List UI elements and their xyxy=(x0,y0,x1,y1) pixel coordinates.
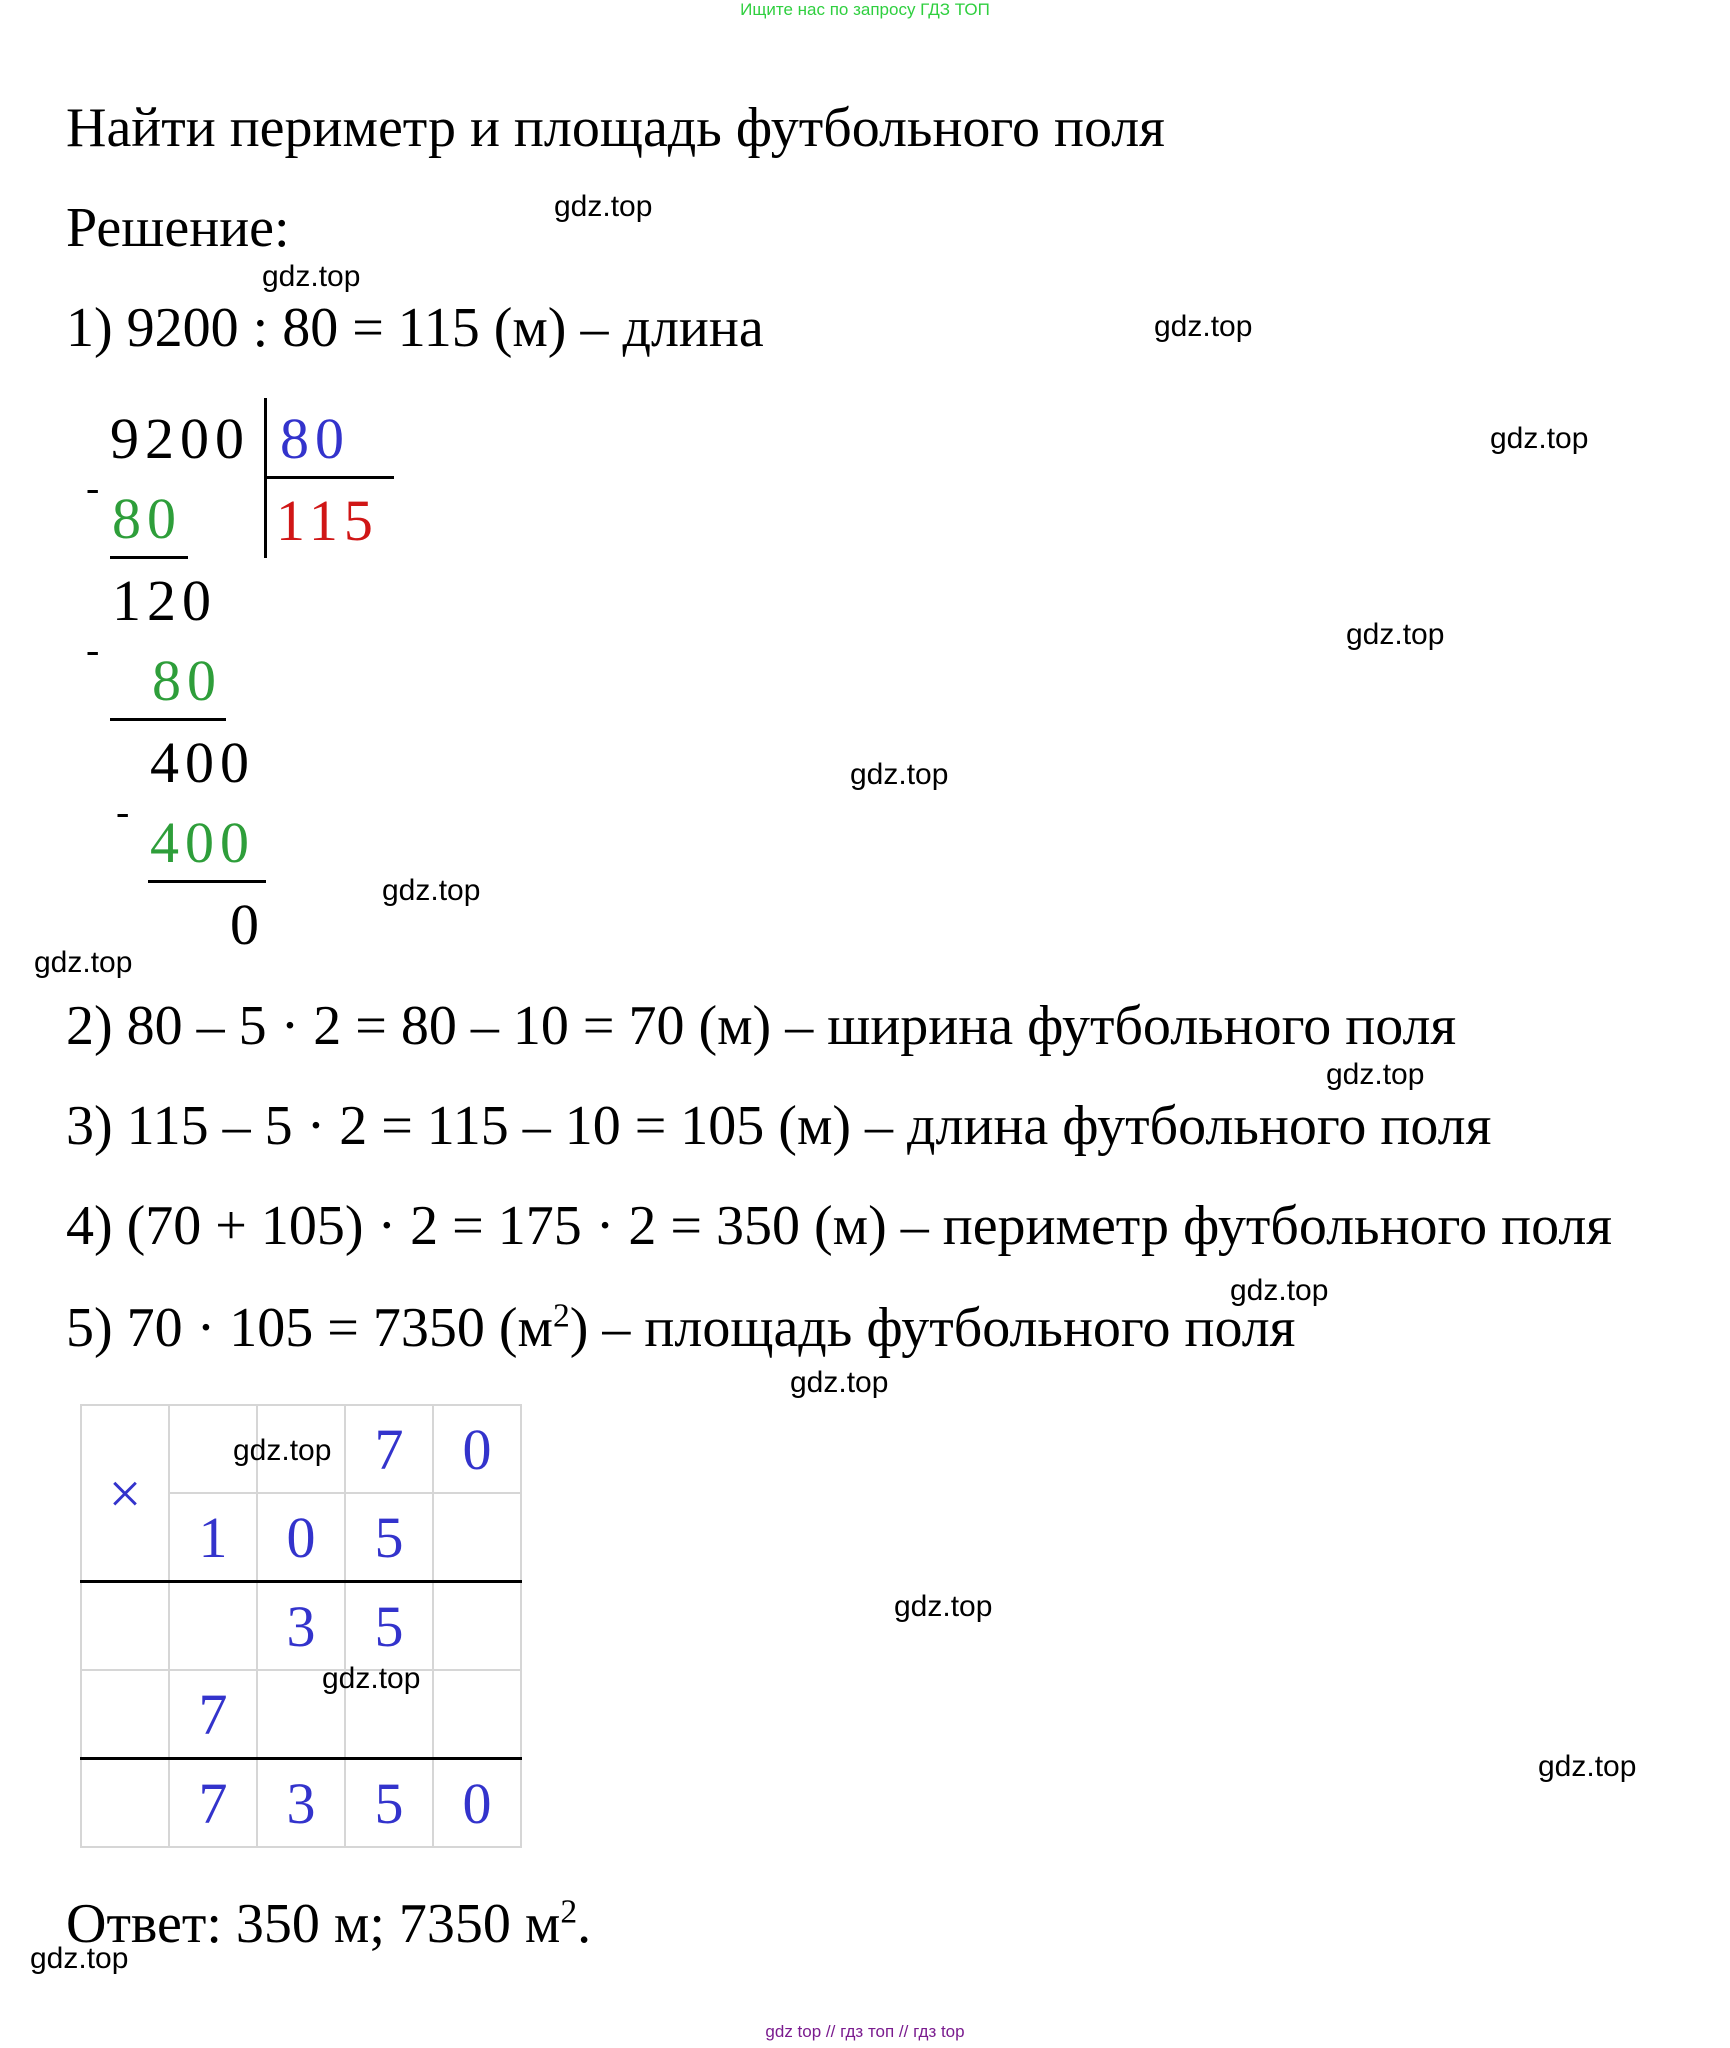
watermark: gdz.top xyxy=(1490,422,1589,455)
watermark: gdz.top xyxy=(850,758,949,791)
grid-cell: 7 xyxy=(169,1759,257,1848)
division-line-1 xyxy=(110,556,188,559)
grid-cell xyxy=(433,1582,521,1671)
grid-cell xyxy=(81,1670,169,1759)
grid-cell: 7 xyxy=(169,1670,257,1759)
watermark: gdz.top xyxy=(894,1590,993,1623)
grid-cell xyxy=(81,1582,169,1671)
step-3: 3) 115 – 5 · 2 = 115 – 10 = 105 (м) – длина футбольного поля xyxy=(66,1095,1492,1157)
watermark: gdz.top xyxy=(1538,1750,1637,1783)
grid-cell xyxy=(169,1582,257,1671)
answer-tail: . xyxy=(577,1893,592,1955)
grid-cell: 1 xyxy=(169,1493,257,1582)
grid-cell: 5 xyxy=(345,1493,433,1582)
grid-cell xyxy=(433,1670,521,1759)
remainder-2: 400 xyxy=(150,730,255,795)
watermark: gdz.top xyxy=(34,946,133,979)
watermark: gdz.top xyxy=(790,1366,889,1399)
grid-cell xyxy=(81,1759,169,1848)
watermark: gdz.top xyxy=(554,190,653,223)
step-5 xyxy=(66,1297,1296,1359)
grid-cell: 0 xyxy=(433,1405,521,1493)
dividend: 9200 xyxy=(110,406,250,471)
step-5-tail: ) – площадь футбольного поля xyxy=(569,1297,1296,1359)
grid-cell xyxy=(433,1493,521,1582)
divisor: 80 xyxy=(280,406,350,471)
minus-sign: - xyxy=(86,627,100,672)
watermark: gdz.top xyxy=(382,874,481,907)
step-1: 1) 9200 : 80 = 115 (м) – длина xyxy=(66,297,764,359)
minus-sign: - xyxy=(116,789,130,834)
remainder-1: 120 xyxy=(112,568,217,633)
watermark: gdz.top xyxy=(262,260,361,293)
footer-note: gdz top // гдз топ // гдз top xyxy=(765,2022,965,2041)
step-2: 2) 80 – 5 · 2 = 80 – 10 = 70 (м) – ширина футбольного поля xyxy=(66,995,1457,1057)
watermark: gdz.top xyxy=(1326,1058,1425,1091)
grid-cell: 0 xyxy=(433,1759,521,1848)
watermark: gdz.top xyxy=(1230,1274,1329,1307)
grid-cell: 0 xyxy=(257,1493,345,1582)
division-line-2 xyxy=(110,718,226,721)
solution-label: Решение: xyxy=(66,197,290,259)
step-4: 4) (70 + 105) · 2 = 175 · 2 = 350 (м) – периметр футбольного поля xyxy=(66,1195,1613,1257)
superscript: 2 xyxy=(552,1297,570,1335)
grid-cell: 3 xyxy=(257,1582,345,1671)
answer xyxy=(66,1893,592,1955)
header-note: Ищите нас по запросу ГДЗ ТОП xyxy=(740,0,990,19)
multiplication-grid xyxy=(80,1404,522,1848)
answer-text: Ответ: 350 м; 7350 м xyxy=(66,1893,561,1955)
watermark: gdz.top xyxy=(30,1942,129,1975)
minus-sign: - xyxy=(86,465,100,510)
watermark: gdz.top xyxy=(1154,310,1253,343)
subtrahend-1: 80 xyxy=(112,486,182,551)
divisor-underline xyxy=(266,476,394,479)
subtrahend-3: 400 xyxy=(150,810,255,875)
superscript: 2 xyxy=(560,1893,578,1931)
division-line-3 xyxy=(148,880,266,883)
watermark: gdz.top xyxy=(233,1434,332,1467)
grid-cell: 7 xyxy=(345,1405,433,1493)
subtrahend-2: 80 xyxy=(152,648,222,713)
quotient: 115 xyxy=(276,488,379,553)
watermark: gdz.top xyxy=(1346,618,1445,651)
page-title: Найти периметр и площадь футбольного поля xyxy=(66,97,1165,159)
grid-cell: 3 xyxy=(257,1759,345,1848)
multiply-sign: × xyxy=(81,1405,169,1582)
division-result: 0 xyxy=(230,892,265,957)
step-5-text: 5) 70 · 105 = 7350 (м xyxy=(66,1297,553,1359)
watermark: gdz.top xyxy=(322,1662,421,1695)
grid-cell: 5 xyxy=(345,1582,433,1671)
grid-cell: 5 xyxy=(345,1759,433,1848)
